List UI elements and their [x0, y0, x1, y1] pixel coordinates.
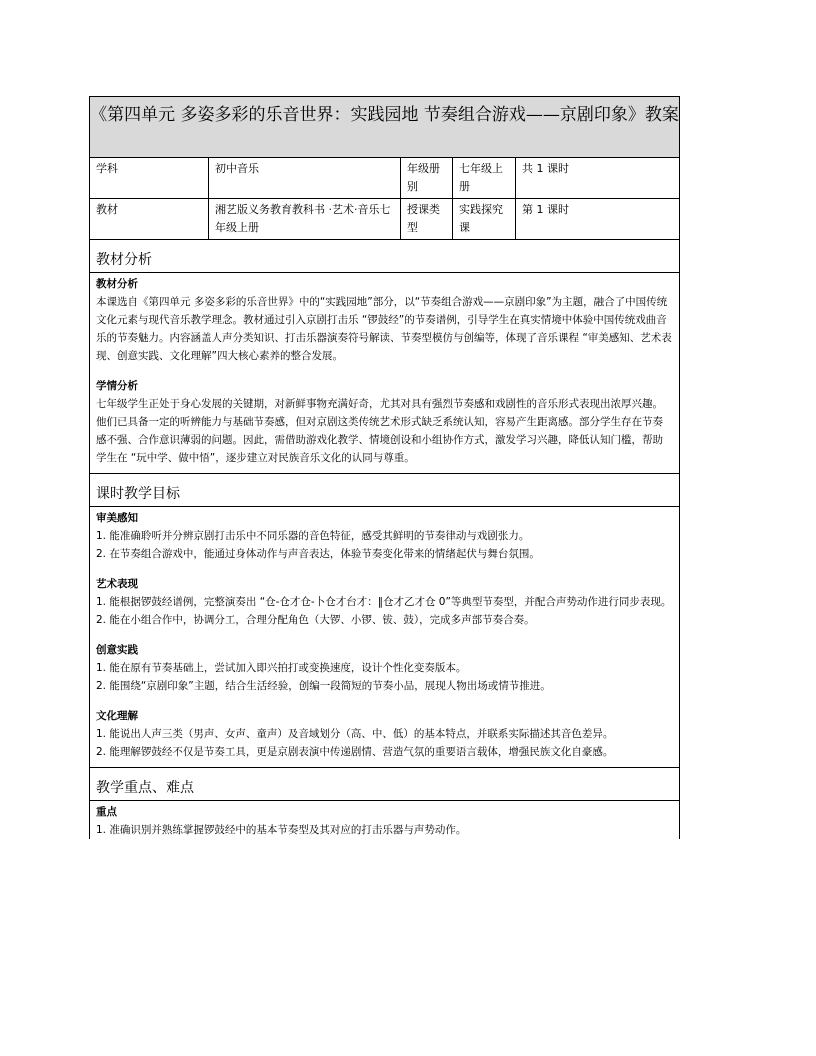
value-grade: 七年级上册 [453, 158, 516, 199]
goal-item: 2. 能理解锣鼓经不仅是节奏工具，更是京剧表演中传递剧情、营造气氛的重要语言载体，增强民族文化自豪感。 [96, 746, 614, 758]
value-subject: 初中音乐 [209, 158, 401, 199]
goal-group-title: 创意实践 [96, 644, 138, 656]
value-period-number: 第 1 课时 [516, 199, 680, 240]
analysis-section [90, 240, 680, 474]
label-textbook: 教材 [90, 199, 209, 240]
textbook-analysis-text: 本课选自《第四单元 多姿多彩的乐音世界》中的“实践园地”部分，以“节奏组合游戏——京剧印象”为主题，融合了中国传统文化元素与现代音乐教学理念。教材通过引入京剧打击乐 “锣鼓经”的节奏谱例，引导学生在真实情境中体验中国传统戏曲音乐的节奏魅力。内容涵盖人声分类知识、打击乐器演奏符号解读、节奏型模仿与创编等，体现了音乐课程 “审美感知、艺术表现、创意实践、文化理解”四大核心素养的整合发展。 [96, 296, 672, 362]
keypoints-section [90, 768, 680, 840]
info-row-textbook [90, 199, 680, 240]
goal-group-title: 艺术表现 [96, 578, 138, 590]
label-grade: 年级册别 [401, 158, 453, 199]
goal-item: 1. 能准确聆听并分辨京剧打击乐中不同乐器的音色特征，感受其鲜明的节奏律动与戏剧张力。 [96, 530, 530, 542]
section-heading-keypoints: 教学重点、难点 [90, 768, 679, 801]
section-heading-goals: 课时教学目标 [90, 474, 679, 507]
goal-item: 1. 能根据锣鼓经谱例，完整演奏出 “仓-仓才仓-卜仓才台才：‖仓才乙才仓 0”等典型节奏型，并配合声势动作进行同步表现。 [96, 596, 672, 608]
subheading-key-points: 重点 [96, 806, 117, 818]
goal-item: 1. 能在原有节奏基础上，尝试加入即兴拍打或变换速度，设计个性化变奏版本。 [96, 662, 467, 674]
key-point-item: 1. 准确识别并熟练掌握锣鼓经中的基本节奏型及其对应的打击乐器与声势动作。 [96, 824, 467, 836]
label-subject: 学科 [90, 158, 209, 199]
value-lesson-type: 实践探究课 [453, 199, 516, 240]
goals-section [90, 474, 680, 768]
goal-group-title: 审美感知 [96, 512, 138, 524]
subheading-student-analysis: 学情分析 [96, 380, 138, 392]
subheading-textbook-analysis: 教材分析 [96, 278, 138, 290]
goal-item: 2. 能围绕“京剧印象”主题，结合生活经验，创编一段简短的节奏小品，展现人物出场或情节推进。 [96, 680, 551, 692]
lesson-plan-table [89, 96, 680, 839]
value-textbook: 湘艺版义务教育教科书 ·艺术·音乐七年级上册 [209, 199, 401, 240]
section-heading-analysis: 教材分析 [90, 240, 679, 273]
goal-group-title: 文化理解 [96, 710, 138, 722]
label-lesson-type: 授课类型 [401, 199, 453, 240]
goal-item: 1. 能说出人声三类（男声、女声、童声）及音域划分（高、中、低）的基本特点，并联系实际描述其音色差异。 [96, 728, 614, 740]
document-title: 《第四单元 多姿多彩的乐音世界：实践园地 节奏组合游戏——京剧印象》教案 [90, 97, 680, 158]
lesson-plan-document [89, 96, 679, 839]
value-total-periods: 共 1 课时 [516, 158, 680, 199]
info-row-subject [90, 158, 680, 199]
goal-item: 2. 在节奏组合游戏中，能通过身体动作与声音表达，体验节奏变化带来的情绪起伏与舞台氛围。 [96, 548, 540, 560]
student-analysis-text: 七年级学生正处于身心发展的关键期，对新鲜事物充满好奇，尤其对具有强烈节奏感和戏剧性的音乐形式表现出浓厚兴趣。他们已具备一定的听辨能力与基础节奏感，但对京剧这类传统艺术形式缺乏系统认知，容易产生距离感。部分学生存在节奏感不强、合作意识薄弱的问题。因此，需借助游戏化教学、情境创设和小组协作方式，激发学习兴趣，降低认知门槛，帮助学生在 “玩中学、做中悟”，逐步建立对民族音乐文化的认同与尊重。 [96, 398, 663, 464]
goal-item: 2. 能在小组合作中，协调分工，合理分配角色（大锣、小锣、钹、鼓），完成多声部节奏合奏。 [96, 614, 535, 626]
